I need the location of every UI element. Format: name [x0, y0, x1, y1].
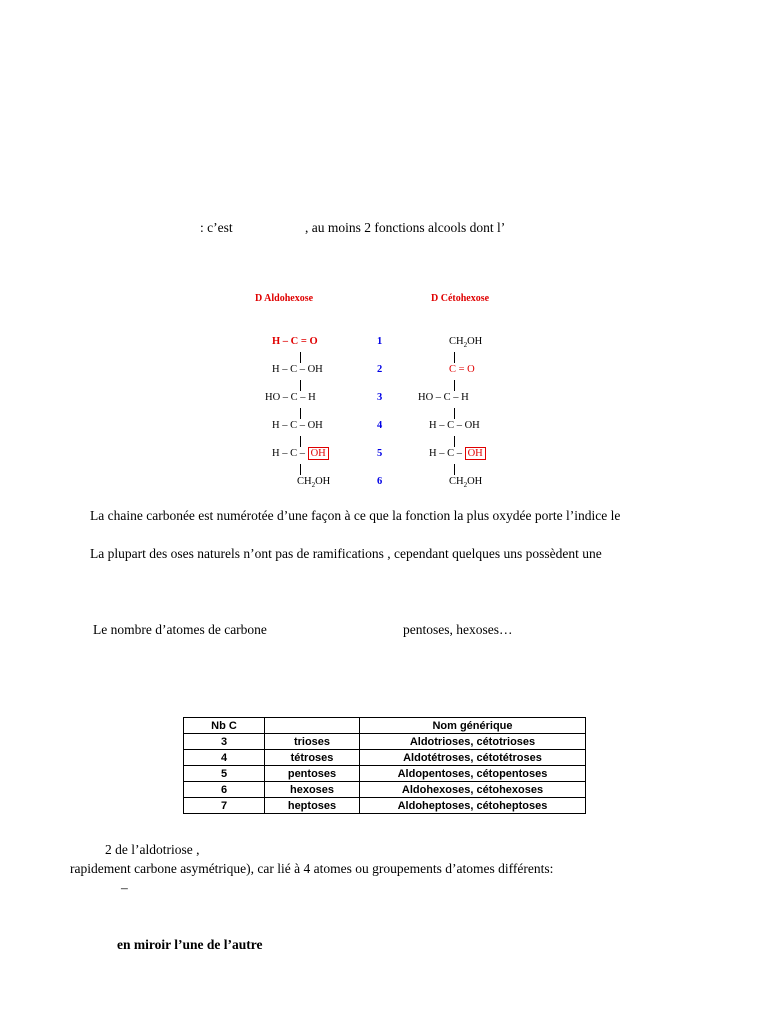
table-cell: tétroses: [265, 750, 360, 766]
table-row: [184, 750, 586, 766]
bond-line: [300, 436, 301, 447]
intro-text-start: : c’est: [200, 220, 233, 235]
bond-line: [454, 408, 455, 419]
carbon-number-2: 2: [377, 364, 383, 375]
cetohexose-oh-highlight: OH: [465, 447, 486, 460]
intro-text-end: , au moins 2 fonctions alcools dont l’: [305, 220, 506, 235]
carbon-number-5: 5: [377, 448, 383, 459]
cetohexose-c1: $CH_2OH$: [449, 336, 483, 350]
table-cell: 3: [184, 734, 265, 750]
header-nom-generique: Nom générique: [360, 718, 586, 734]
table-cell: trioses: [265, 734, 360, 750]
table-cell: Aldotrioses, cétotrioses: [360, 734, 586, 750]
aldotriose-text: 2 de l’aldotriose ,: [105, 842, 200, 857]
cetohexose-c5: [429, 448, 486, 459]
carbon-number-1: 1: [377, 336, 383, 347]
cetohexose-c4: H – C – OH: [429, 420, 480, 431]
aldohexose-title: D Aldohexose: [255, 293, 314, 304]
bond-line: [300, 464, 301, 475]
table-cell: heptoses: [265, 798, 360, 814]
carbon-number-3: 3: [377, 392, 383, 403]
numbering-paragraph: La chaine carbonée est numérotée d’une façon à ce que la fonction la plus oxydée porte l’indice le: [90, 508, 621, 523]
cetohexose-c2: C = O: [449, 364, 475, 375]
asymmetric-carbon-text: rapidement carbone asymétrique), car lié à 4 atomes ou groupements d’atomes différents:: [70, 861, 554, 876]
aldohexose-c1: H – C = O: [272, 336, 318, 347]
table-cell: Aldotétroses, cétotétroses: [360, 750, 586, 766]
carbon-count-examples: pentoses, hexoses…: [403, 622, 513, 637]
table-header-row: [184, 718, 586, 734]
table-row: [184, 734, 586, 750]
bond-line: [454, 380, 455, 391]
header-empty: [265, 718, 360, 734]
table-cell: Aldohexoses, cétohexoses: [360, 782, 586, 798]
cetohexose-c6: $CH_2OH$: [449, 476, 483, 490]
carbon-count-text: Le nombre d’atomes de carbone: [93, 622, 267, 637]
bond-line: [300, 408, 301, 419]
mirror-text: en miroir l’une de l’autre: [117, 937, 263, 952]
bond-line: [454, 464, 455, 475]
table-cell: 6: [184, 782, 265, 798]
carbon-number-6: 6: [377, 476, 383, 487]
aldohexose-c4: H – C – OH: [272, 420, 323, 431]
aldohexose-c2: H – C – OH: [272, 364, 323, 375]
bond-line: [300, 380, 301, 391]
table-cell: 5: [184, 766, 265, 782]
bond-line: [454, 352, 455, 363]
table-row: [184, 798, 586, 814]
cetohexose-title: D Cétohexose: [431, 293, 490, 304]
table-cell: 7: [184, 798, 265, 814]
cetohexose-c5-label: H – C –: [429, 448, 465, 459]
aldohexose-oh-highlight: OH: [308, 447, 329, 460]
header-nb-c: Nb C: [184, 718, 265, 734]
dash-mark: –: [121, 880, 128, 895]
table-cell: pentoses: [265, 766, 360, 782]
table-cell: hexoses: [265, 782, 360, 798]
aldohexose-c5-label: H – C –: [272, 448, 308, 459]
aldohexose-c3: HO – C – H: [265, 392, 316, 403]
bond-line: [300, 352, 301, 363]
ramifications-paragraph: La plupart des oses naturels n’ont pas de ramifications , cependant quelques uns possèdent une: [90, 546, 602, 561]
aldohexose-c5: [272, 448, 329, 459]
cetohexose-c3: HO – C – H: [418, 392, 469, 403]
table-cell: 4: [184, 750, 265, 766]
carbon-number-4: 4: [377, 420, 383, 431]
bond-line: [454, 436, 455, 447]
table-cell: Aldoheptoses, cétoheptoses: [360, 798, 586, 814]
carbon-number-table: [183, 717, 586, 814]
aldohexose-c6: $CH_2OH$: [297, 476, 331, 490]
table-row: [184, 766, 586, 782]
table-cell: Aldopentoses, cétopentoses: [360, 766, 586, 782]
table-row: [184, 782, 586, 798]
